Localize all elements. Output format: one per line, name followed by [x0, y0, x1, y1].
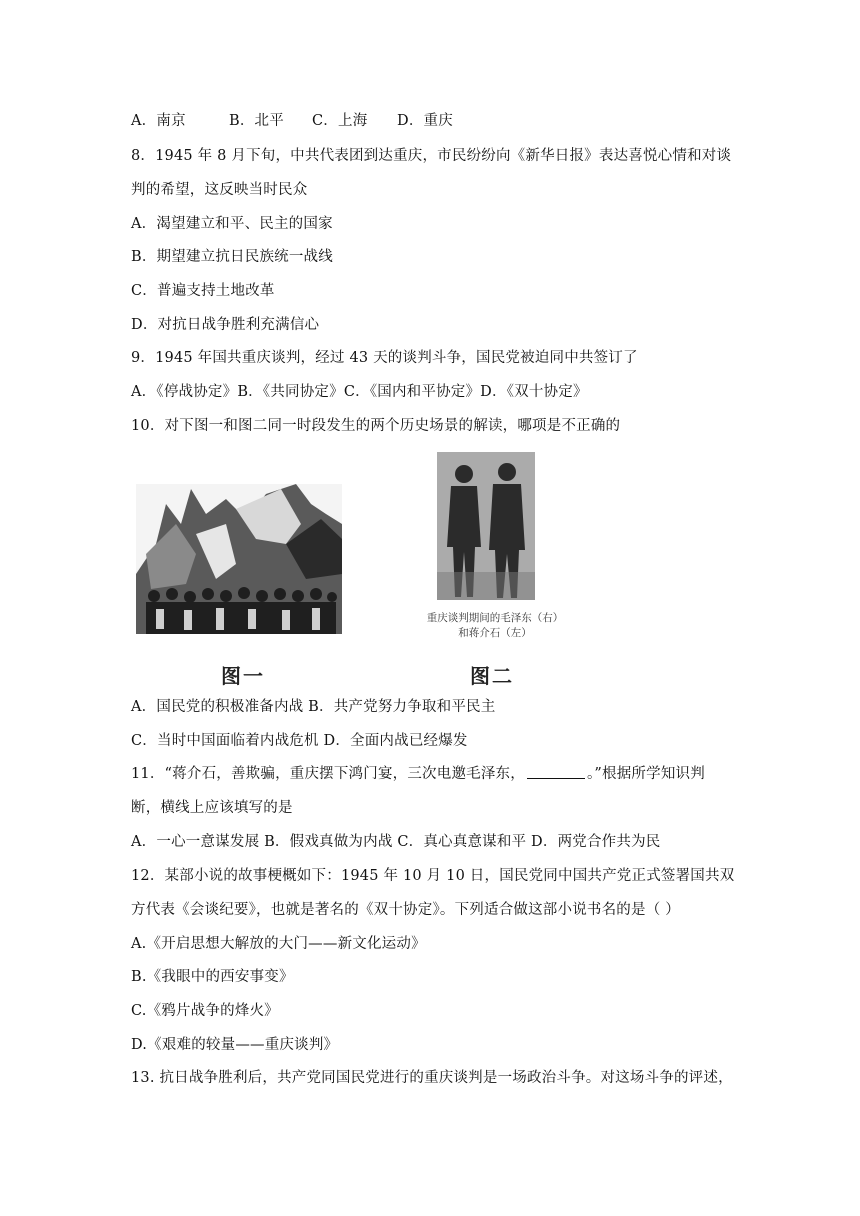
q9-options: A．《停战协定》B．《共同协定》C．《国内和平协定》D．《双十协定》	[131, 384, 588, 400]
q12-option-b: B.《我眼中的西安事变》	[131, 969, 294, 985]
q7-option-d: D．重庆	[397, 113, 453, 129]
q8-stem-line2: 判的希望，这反映当时民众	[131, 182, 308, 198]
figure-2-caption-line1: 重庆谈判期间的毛泽东（右）	[426, 612, 564, 624]
figure-1-photo	[136, 484, 342, 634]
q11-answer-blank[interactable]	[527, 765, 585, 779]
q10-options-ab: A．国民党的积极准备内战 B．共产党努力争取和平民主	[131, 699, 496, 715]
q13-stem-line1: 13. 抗日战争胜利后，共产党同国民党进行的重庆谈判是一场政治斗争。对这场斗争的评述，	[131, 1070, 733, 1086]
q7-option-a: A．南京	[131, 113, 186, 129]
q7-option-c: C．上海	[312, 113, 368, 129]
figure-2-label: 图二	[470, 664, 514, 688]
q11-stem-part2: 。”根据所学知识判	[586, 766, 705, 782]
figure-1-label: 图一	[221, 664, 265, 688]
q8-option-c: C．普遍支持土地改革	[131, 283, 275, 299]
q12-option-a: A.《开启思想大解放的大门——新文化运动》	[131, 936, 426, 952]
q12-option-c: C.《鸦片战争的烽火》	[131, 1003, 279, 1019]
q9-stem: 9．1945 年国共重庆谈判，经过 43 天的谈判斗争，国民党被迫同中共签订了	[131, 350, 638, 366]
figure-2-image	[437, 452, 535, 600]
q8-option-b: B．期望建立抗日民族统一战线	[131, 249, 333, 265]
q10-options-cd: C．当时中国面临着内战危机 D．全面内战已经爆发	[131, 733, 468, 749]
q8-option-d: D．对抗日战争胜利充满信心	[131, 317, 320, 333]
q11-options: A．一心一意谋发展 B．假戏真做为内战 C．真心真意谋和平 D．两党合作共为民	[131, 834, 661, 850]
figure-2-caption-line2: 和蒋介石（左）	[458, 627, 532, 639]
figure-2-caption	[400, 611, 590, 641]
figure-1-image	[136, 484, 342, 634]
q8-option-a: A．渴望建立和平、民主的国家	[131, 216, 333, 232]
q12-option-d: D.《艰难的较量——重庆谈判》	[131, 1037, 339, 1053]
figure-2-photo	[437, 452, 535, 600]
q10-stem: 10．对下图一和图二同一时段发生的两个历史场景的解读，哪项是不正确的	[131, 418, 621, 434]
q11-stem-line2: 断，横线上应该填写的是	[131, 800, 293, 816]
q12-stem-line2: 方代表《会谈纪要》，也就是著名的《双十协定》。下列适合做这部小说书名的是（ ）	[131, 902, 680, 918]
q11-stem-line1	[131, 764, 705, 784]
q8-stem-line1: 8．1945 年 8 月下旬，中共代表团到达重庆，市民纷纷向《新华日报》表达喜悦心情和对谈	[131, 148, 732, 164]
q12-stem-line1: 12．某部小说的故事梗概如下：1945 年 10 月 10 日，国民党同中国共产党正式签署国共双	[131, 868, 735, 884]
q7-options	[131, 111, 453, 131]
q11-stem-part1: 11．“蒋介石，善欺骗，重庆摆下鸿门宴，三次电邀毛泽东，	[131, 766, 525, 782]
q7-option-b: B．北平	[229, 113, 284, 129]
